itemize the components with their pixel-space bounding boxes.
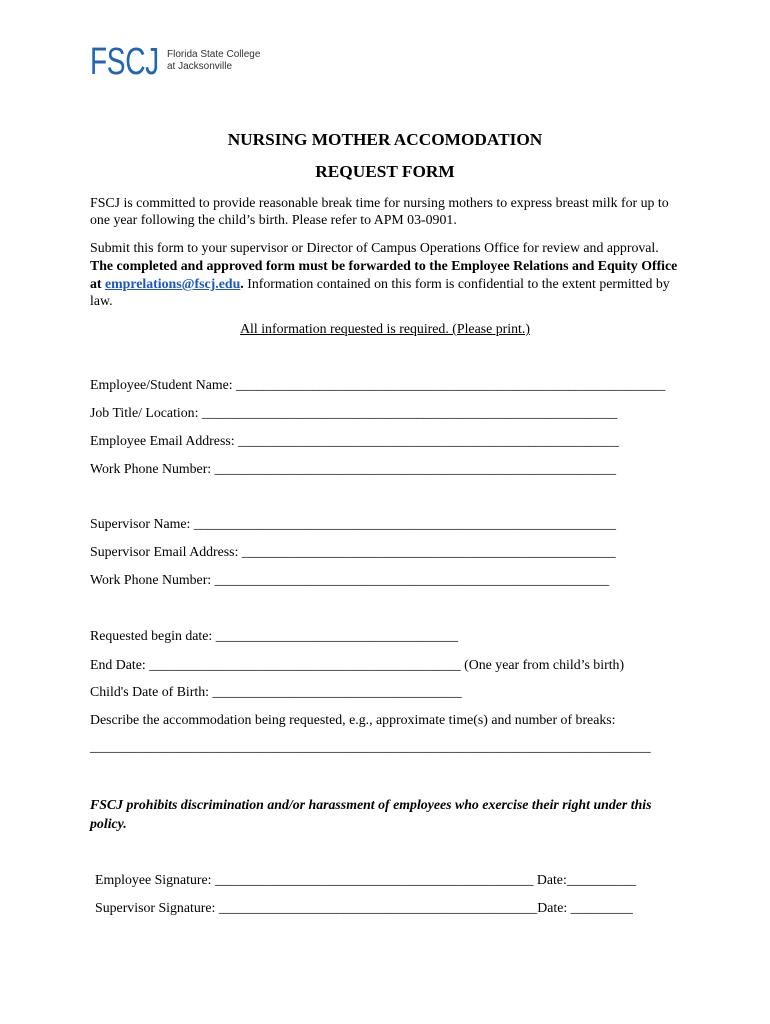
supervisor-work-phone-row [90,572,609,588]
confidentiality-text-end: law. [90,293,113,308]
employee-signature-row [95,872,636,888]
employee-work-phone-label: Work Phone Number: [90,461,215,476]
policy-text: policy. [90,816,127,831]
required-info-note: All information requested is required. (Please print.) [240,321,530,336]
employee-work-phone-field[interactable]: __________________________________________________________ [214,461,617,476]
end-date-field[interactable]: _____________________________________________ [149,657,461,672]
forwarding-instruction-bold: The completed and approved form must be forwarded to the Employee Relations and Equity Office [90,258,678,273]
intro-paragraph-1-line-1 [90,195,669,211]
intro-paragraph-2-line-1 [90,240,659,256]
supervisor-signature-date-field[interactable]: _________ [570,900,633,915]
employee-student-name-label: Employee/Student Name: [90,377,237,392]
supervisor-name-label: Supervisor Name: [90,516,194,531]
policy-text: FSCJ prohibits discrimination and/or harassment of employees who exercise their right under this [90,797,652,812]
job-title-location-row [90,405,617,421]
end-date-label: End Date: [90,657,150,672]
employee-signature-label: Employee Signature: [95,872,215,887]
intro-paragraph-2-line-3 [90,276,670,292]
intro-text: FSCJ is committed to provide reasonable break time for nursing mothers to express breast milk for up to [90,195,669,210]
employee-signature-date-label: Date: [533,872,567,887]
end-date-row [90,657,624,673]
employee-student-name-row [90,377,665,393]
employee-relations-email-link[interactable]: emprelations@fscj.edu [105,276,241,291]
employee-email-label: Employee Email Address: [90,433,239,448]
supervisor-name-field[interactable]: _____________________________________________________________ [193,516,617,531]
accommodation-prompt: Describe the accommodation being requested, e.g., approximate time(s) and number of breaks: [90,712,616,727]
forwarding-instruction-prefix: at [90,276,105,291]
requested-begin-date-label: Requested begin date: [90,628,216,643]
forwarding-instruction-period: . [240,276,244,291]
employee-signature-date-field[interactable]: __________ [566,872,637,887]
accommodation-prompt-row [90,712,616,728]
supervisor-signature-date-label: Date: [537,900,571,915]
requested-begin-date-row [90,628,458,644]
accommodation-description-field[interactable]: _________________________________________________________________________________ [90,739,651,754]
job-title-location-field[interactable]: ____________________________________________________________ [201,405,618,420]
supervisor-email-label: Supervisor Email Address: [90,544,242,559]
supervisor-email-row [90,544,616,560]
child-date-of-birth-row [90,684,462,700]
supervisor-name-row [90,516,616,532]
supervisor-signature-row [95,900,633,916]
intro-paragraph-1-line-2 [90,212,457,228]
end-date-note: (One year from child’s birth) [460,657,625,672]
intro-text: one year following the child’s birth. Please refer to APM 03-0901. [90,212,457,227]
requested-begin-date-field[interactable]: ___________________________________ [215,628,458,643]
child-date-of-birth-label: Child's Date of Birth: [90,684,213,699]
intro-paragraph-2-line-4 [90,293,113,309]
accommodation-answer-row [90,739,651,755]
form-title-line-2: REQUEST FORM [315,162,455,181]
policy-statement-line-1 [90,797,652,813]
job-title-location-label: Job Title/ Location: [90,405,202,420]
policy-statement-line-2 [90,816,127,832]
employee-student-name-field[interactable]: ______________________________________________________________ [236,377,666,392]
form-title-line-1: NURSING MOTHER ACCOMODATION [227,130,543,149]
confidentiality-text: Information contained on this form is confidential to the extent permitted by [243,276,670,291]
college-name-line-2: at Jacksonville [167,61,233,72]
college-name-line-1: Florida State College [167,49,261,60]
supervisor-work-phone-field[interactable]: _________________________________________________________ [214,572,610,587]
intro-paragraph-2-line-2 [90,258,677,274]
employee-email-field[interactable]: _______________________________________________________ [238,433,619,448]
fscj-logo-mark: FSCJ [90,41,159,83]
employee-signature-field[interactable]: ______________________________________________ [214,872,534,887]
employee-work-phone-row [90,461,616,477]
supervisor-work-phone-label: Work Phone Number: [90,572,215,587]
required-info-note-row [0,321,770,337]
supervisor-signature-label: Supervisor Signature: [95,900,219,915]
intro-text: Submit this form to your supervisor or Director of Campus Operations Office for review and approval. [90,240,659,255]
employee-email-row [90,433,619,449]
supervisor-email-field[interactable]: ______________________________________________________ [241,544,616,559]
child-date-of-birth-field[interactable]: ____________________________________ [212,684,462,699]
supervisor-signature-field[interactable]: ______________________________________________ [218,900,538,915]
